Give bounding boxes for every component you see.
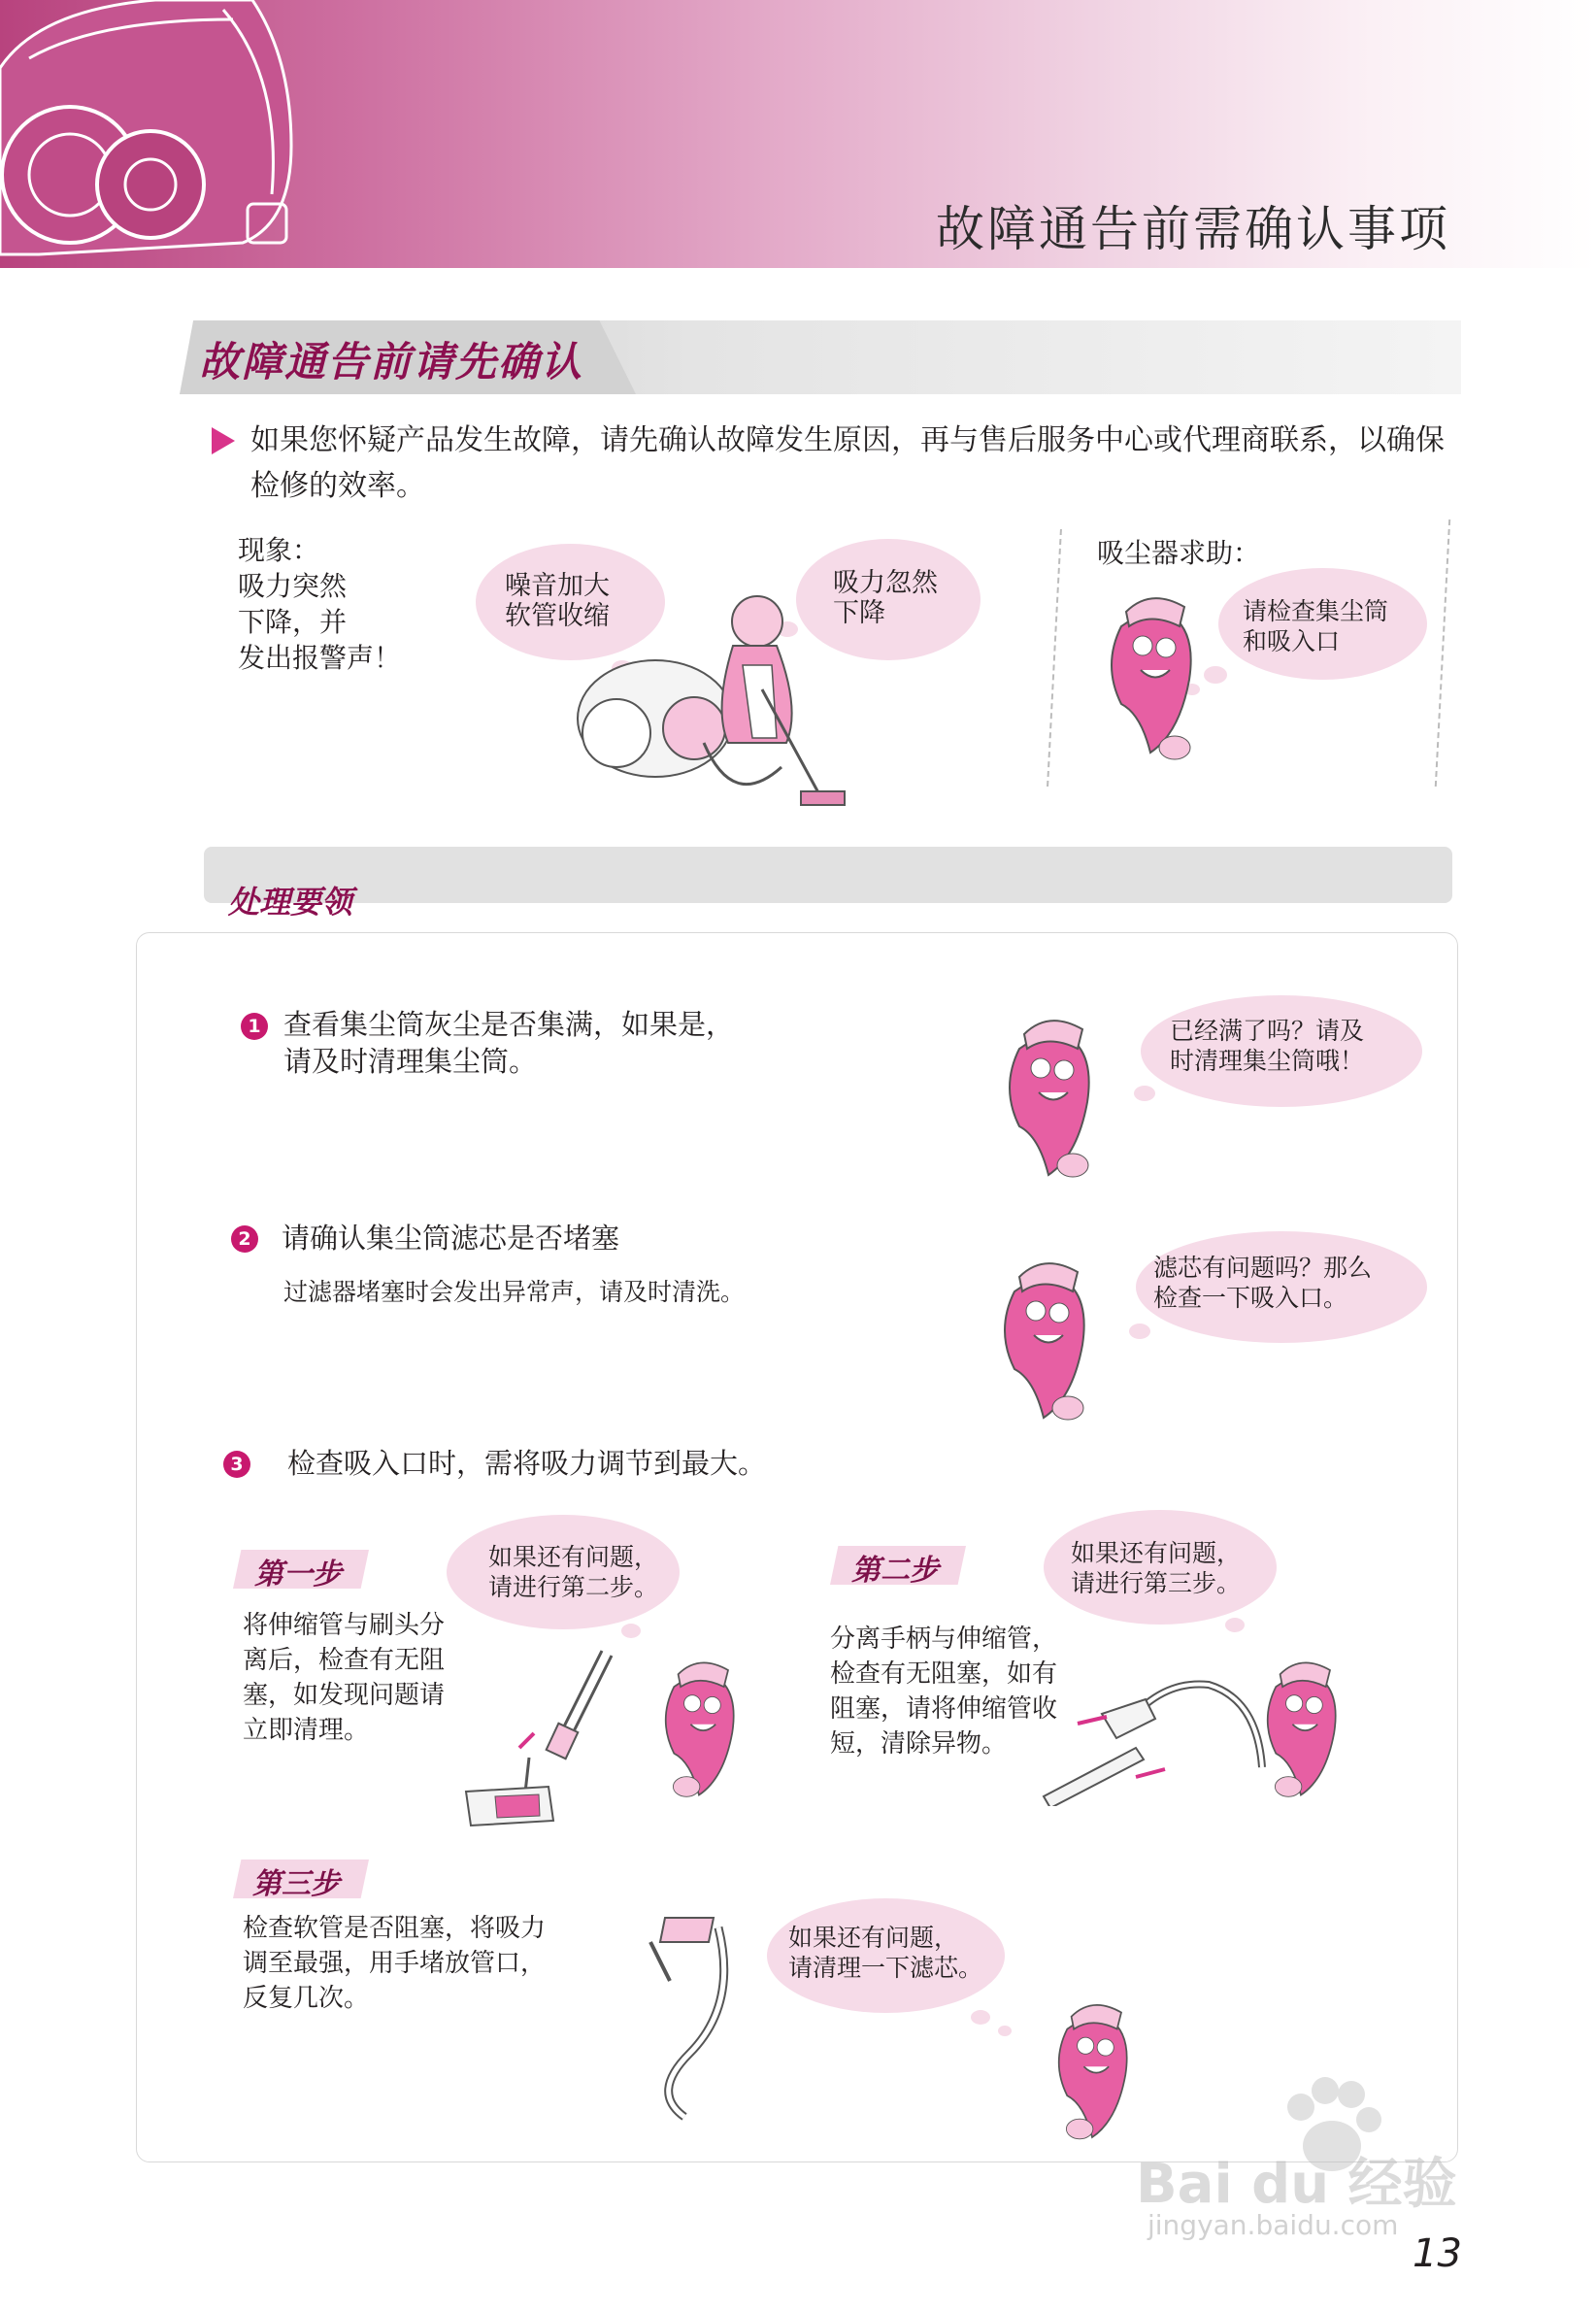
step-3-bubble-text: 如果还有问题， 请清理一下滤芯。 [788, 1924, 983, 1982]
hose-illustration [631, 1908, 738, 2131]
item-2-subtext: 过滤器堵塞时会发出异常声，请及时清洗。 [283, 1278, 746, 1306]
step-1-text: 将伸缩管与刷头分 离后，检查有无阻 塞，如发现问题请 立即清理。 [243, 1611, 446, 1745]
handling-title: 处理要领 [228, 884, 353, 921]
helper-title: 吸尘器求助： [1097, 537, 1261, 569]
baidu-watermark [1136, 2073, 1544, 2241]
item-2-bubble-text: 滤芯有问题吗？那么 检查一下吸入口。 [1153, 1254, 1373, 1312]
bubble-dot [1225, 1618, 1245, 1632]
number-badge-2: 2 [231, 1225, 258, 1253]
handling-title-bar [204, 847, 1452, 903]
step-1-label: 第一步 [254, 1558, 342, 1592]
item-3-text: 检查吸入口时，需将吸力调节到最大。 [287, 1447, 767, 1480]
divider-right [1435, 519, 1450, 787]
section-title: 故障通告前请先确认 [199, 338, 584, 385]
item-2-text: 请确认集尘筒滤芯是否堵塞 [282, 1222, 620, 1255]
step-2-bubble-text: 如果还有问题， 请进行第三步。 [1071, 1539, 1242, 1597]
bubble-dot [998, 2026, 1012, 2036]
item-1-text: 查看集尘筒灰尘是否集满，如果是， 请及时清理集尘筒。 [283, 1008, 735, 1078]
page-number: 13 [1413, 2231, 1462, 2276]
step-3-label: 第三步 [252, 1867, 340, 1901]
watermark-brand: Bai du 经验 [1136, 2153, 1457, 2216]
mascot-icon [1082, 587, 1218, 762]
step-2-label: 第二步 [851, 1554, 939, 1588]
play-arrow-icon [212, 427, 235, 454]
page-title: 故障通告前需确认事项 [936, 201, 1450, 257]
divider-left [1047, 529, 1062, 787]
vacuum-cleaner-illustration [0, 0, 320, 268]
nozzle-tube-illustration [456, 1641, 631, 1835]
bubble-noise-text: 噪音加大 软管收缩 [505, 571, 610, 631]
bubble-dot [1134, 1086, 1155, 1101]
bubble-dot [1129, 1324, 1150, 1339]
bubble-dot [971, 2010, 990, 2025]
helper-bubble-text: 请检查集尘筒 和吸入口 [1243, 597, 1389, 655]
bubble-dot [621, 1624, 641, 1638]
watermark-url: jingyan.baidu.com [1147, 2209, 1399, 2241]
mascot-icon [981, 1010, 1116, 1185]
item-1-bubble-text: 已经满了吗？请及 时清理集尘筒哦！ [1170, 1017, 1365, 1075]
number-badge-3: 3 [223, 1451, 250, 1478]
mascot-icon [1243, 1651, 1359, 1806]
bubble-suction-text: 吸力忽然 下降 [833, 568, 938, 628]
step-2-text: 分离手柄与伸缩管， 检查有无阻塞，如有 阻塞，请将伸缩管收 短，清除异物。 [830, 1625, 1058, 1759]
intro-paragraph: 如果您怀疑产品发生故障，请先确认故障发生原因，再与售后服务中心或代理商联系，以确保检修的效率。 [250, 423, 1445, 503]
step-3-text: 检查软管是否阻塞，将吸力 调至最强，用手堵放管口， 反复几次。 [243, 1914, 547, 2013]
step-1-bubble-text: 如果还有问题， 请进行第二步。 [488, 1543, 659, 1601]
maid-vacuum-illustration [558, 573, 869, 825]
symptom-text: 现象： 吸力突然 下降，并 发出报警声！ [238, 534, 402, 674]
mascot-icon [641, 1651, 757, 1806]
handle-tube-illustration [1029, 1660, 1272, 1806]
mascot-icon [1034, 1991, 1150, 2151]
mascot-icon [976, 1253, 1112, 1427]
number-badge-1: 1 [241, 1013, 268, 1040]
